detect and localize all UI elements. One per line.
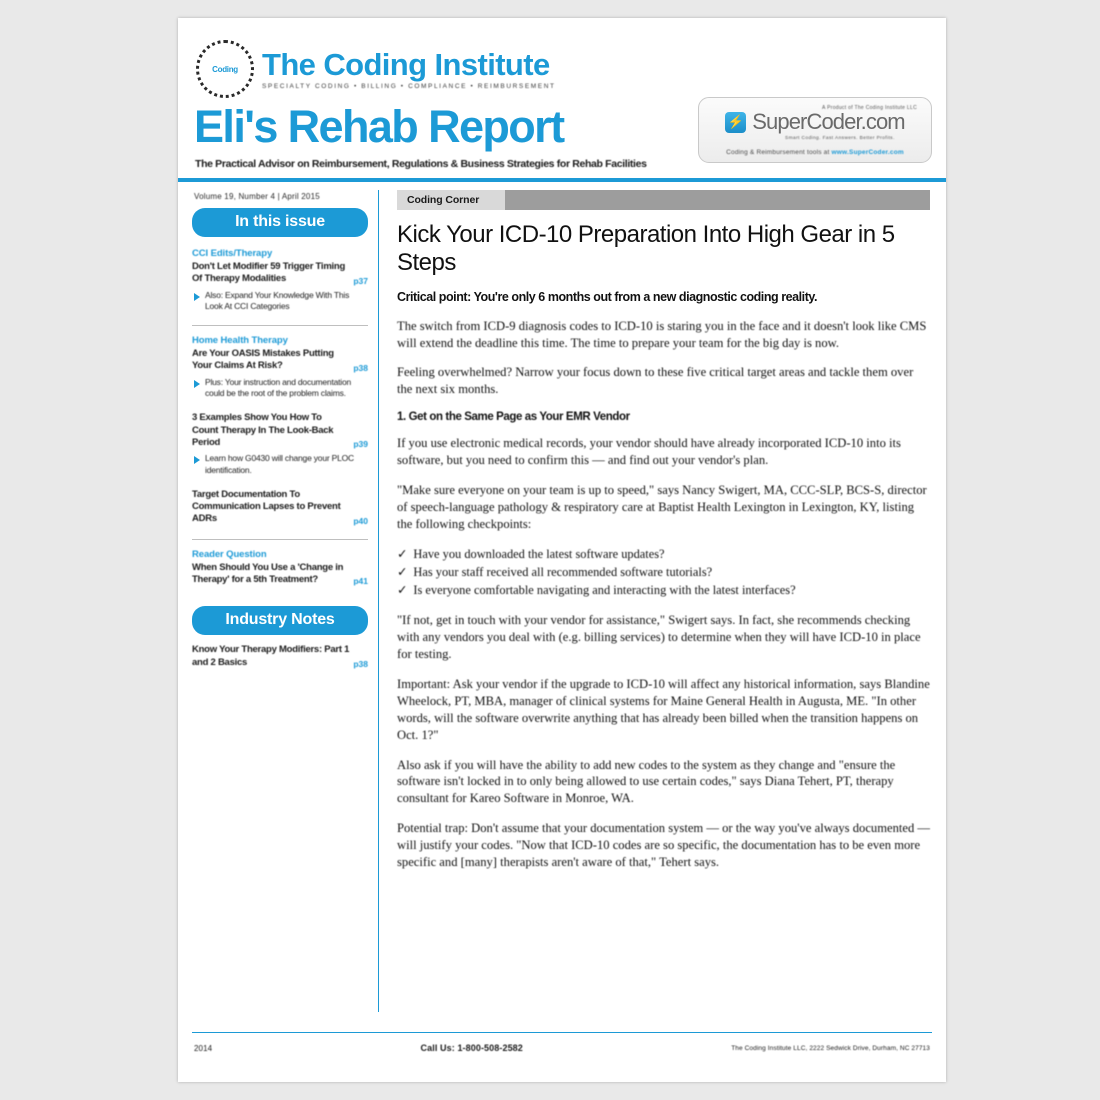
article-paragraph: "Make sure everyone on your team is up to speed," says Nancy Swigert, MA, CCC-SLP, BCS-S, director of speech-language pathology & respiratory care at Baptist Health Lexington in Lexington, KY, listing the following checkpoints:: [397, 482, 927, 531]
supercoder-link[interactable]: www.SuperCoder.com: [831, 149, 904, 156]
masthead: [178, 18, 946, 178]
issue-line: Volume 19, Number 4 | April 2015: [194, 192, 320, 201]
list-item[interactable]: [192, 412, 368, 475]
footer-page-number: 2014: [194, 1043, 213, 1053]
divider: [192, 325, 368, 326]
article-deck: Critical point: You're only 6 months out from a new diagnostic coding reality.: [397, 289, 818, 304]
toc-page: p37: [353, 275, 368, 286]
newsletter-page: [178, 18, 946, 1082]
page-title: Eli's Rehab Report: [194, 101, 564, 152]
coding-institute-seal-icon: [196, 40, 254, 98]
checklist-text: Is everyone comfortable navigating and interacting with the latest interfaces?: [413, 582, 796, 597]
page-footer: [178, 1032, 946, 1082]
publication-tagline: The Practical Advisor on Reimbursement, Regulations & Business Strategies for Rehab Facilities: [195, 158, 647, 170]
industry-notes-header: Industry Notes: [192, 606, 368, 635]
triangle-bullet-icon: [194, 380, 200, 388]
list-item-reader-question[interactable]: [192, 549, 368, 587]
supercoder-name: SuperCoder.com: [752, 109, 905, 134]
main-article: [379, 182, 946, 1034]
list-item-industry-note[interactable]: [192, 644, 368, 669]
supercoder-footer: [699, 149, 931, 156]
supercoder-tm-note: A Product of The Coding Institute LLC: [822, 105, 917, 111]
check-icon: ✓: [397, 582, 408, 597]
toc-title: When Should You Use a 'Change in Therapy' for a 5th Treatment?: [192, 561, 344, 586]
checklist-item: [397, 546, 930, 564]
sidebar: [178, 182, 378, 1034]
supercoder-slogan: Smart Coding. Fast Answers. Better Profits.: [785, 136, 895, 141]
toc-category: Reader Question: [192, 548, 267, 560]
list-item[interactable]: [192, 248, 368, 312]
list-item[interactable]: [192, 489, 368, 526]
checklist-text: Has your staff received all recommended software tutorials?: [413, 564, 713, 579]
in-this-issue-header: In this issue: [192, 208, 368, 237]
section-banner: [397, 190, 930, 210]
toc-title: Don't Let Modifier 59 Trigger Timing Of Therapy Modalities: [192, 261, 346, 285]
check-icon: ✓: [397, 546, 408, 561]
article-paragraph: The switch from ICD-9 diagnosis codes to ICD-10 is staring you in the face and it doesn't look like CMS will extend the deadline this time. The time to prepare your team for the big day is now.: [397, 318, 927, 350]
toc-page: p41: [353, 576, 368, 587]
content-columns: [178, 182, 946, 1034]
footer-phone: Call Us: 1-800-508-2582: [420, 1043, 523, 1053]
article-subheading: 1. Get on the Same Page as Your EMR Vendor: [397, 411, 630, 424]
toc-category: Home Health Therapy: [192, 335, 288, 347]
checklist-item: [397, 564, 930, 582]
toc-title: Are Your OASIS Mistakes Putting Your Claims At Risk?: [192, 348, 334, 372]
supercoder-footer-text: Coding & Reimbursement tools at: [726, 149, 830, 156]
divider: [192, 539, 368, 540]
article-paragraph: Potential trap: Don't assume that your documentation system — or the way you've always documented — will justify your codes. "Now that ICD-10 codes are so specific, the documentation has to be even more specific and [many] therapists aren't aware of that," Tehert says.: [397, 821, 931, 869]
list-item[interactable]: [192, 335, 368, 399]
supercoder-ad[interactable]: [698, 97, 932, 163]
triangle-bullet-icon: [194, 456, 200, 464]
check-icon: ✓: [397, 564, 408, 579]
toc-page: p39: [353, 439, 368, 450]
triangle-bullet-icon: [194, 293, 200, 301]
industry-note-title: Know Your Therapy Modifiers: Part 1 and 2 Basics: [192, 644, 350, 668]
industry-note-page: p38: [353, 659, 368, 670]
article-paragraph: If you use electronic medical records, your vendor should have already incorporated ICD-10 into its software, but you need to confirm this — and find out your vendor's plan.: [397, 436, 901, 468]
toc-page: p38: [353, 362, 368, 373]
table-of-contents: [192, 248, 368, 586]
article-paragraph: Also ask if you will have the ability to add new codes to the system as they change and "ensure the software isn't locked in to only being allowed to use certain codes," says Diana Tehert, PT, therapy consultant for Kareo Software in Monroe, WA.: [397, 757, 896, 806]
toc-category: CCI Edits/Therapy: [192, 248, 273, 259]
checklist: [397, 546, 930, 600]
article-paragraph: "If not, get in touch with your vendor for assistance," Swigert says. In fact, she recommends checking with any vendors you deal with (e.g. billing services) to determine when they will have ICD-10 in place for testing.: [397, 613, 921, 662]
section-kicker: Coding Corner: [397, 190, 505, 210]
toc-title: Target Documentation To Communication Lapses to Prevent ADRs: [192, 488, 341, 525]
publisher-name: The Coding Institute: [262, 46, 550, 82]
footer-address: The Coding Institute LLC, 2222 Sedwick Drive, Durham, NC 27713: [731, 1044, 930, 1052]
seal-label: Coding: [212, 64, 238, 74]
publisher-logo: [196, 40, 556, 98]
toc-bullet-text: Plus: Your instruction and documentation could be the root of the problem claims.: [205, 376, 352, 399]
toc-bullet-text: Learn how G0430 will change your PLOC identification.: [205, 453, 354, 475]
checklist-item: [397, 582, 930, 600]
publisher-subtitle: SPECIALTY CODING • BILLING • COMPLIANCE • REIMBURSEMENT: [262, 82, 556, 90]
supercoder-bolt-icon: ⚡: [725, 112, 746, 133]
checklist-text: Have you downloaded the latest software updates?: [413, 546, 665, 561]
article-headline: Kick Your ICD-10 Preparation Into High Gear in 5 Steps: [397, 221, 895, 276]
toc-bullet-text: Also: Expand Your Knowledge With This Look At CCI Categories: [205, 289, 350, 311]
toc-page: p40: [353, 515, 368, 526]
toc-title: 3 Examples Show You How To Count Therapy In The Look-Back Period: [192, 412, 334, 448]
article-paragraph: Important: Ask your vendor if the upgrade to ICD-10 will affect any historical information, says Blandine Wheelock, PT, MBA, manager of clinical systems for Maine General Health in Augusta, ME. "In other words, will the software overwrite anything that has already been billed when the transition happens on Oct. 1?": [397, 677, 930, 742]
article-paragraph: Feeling overwhelmed? Narrow your focus down to these five critical target areas and tackle them over the next six months.: [397, 365, 914, 397]
